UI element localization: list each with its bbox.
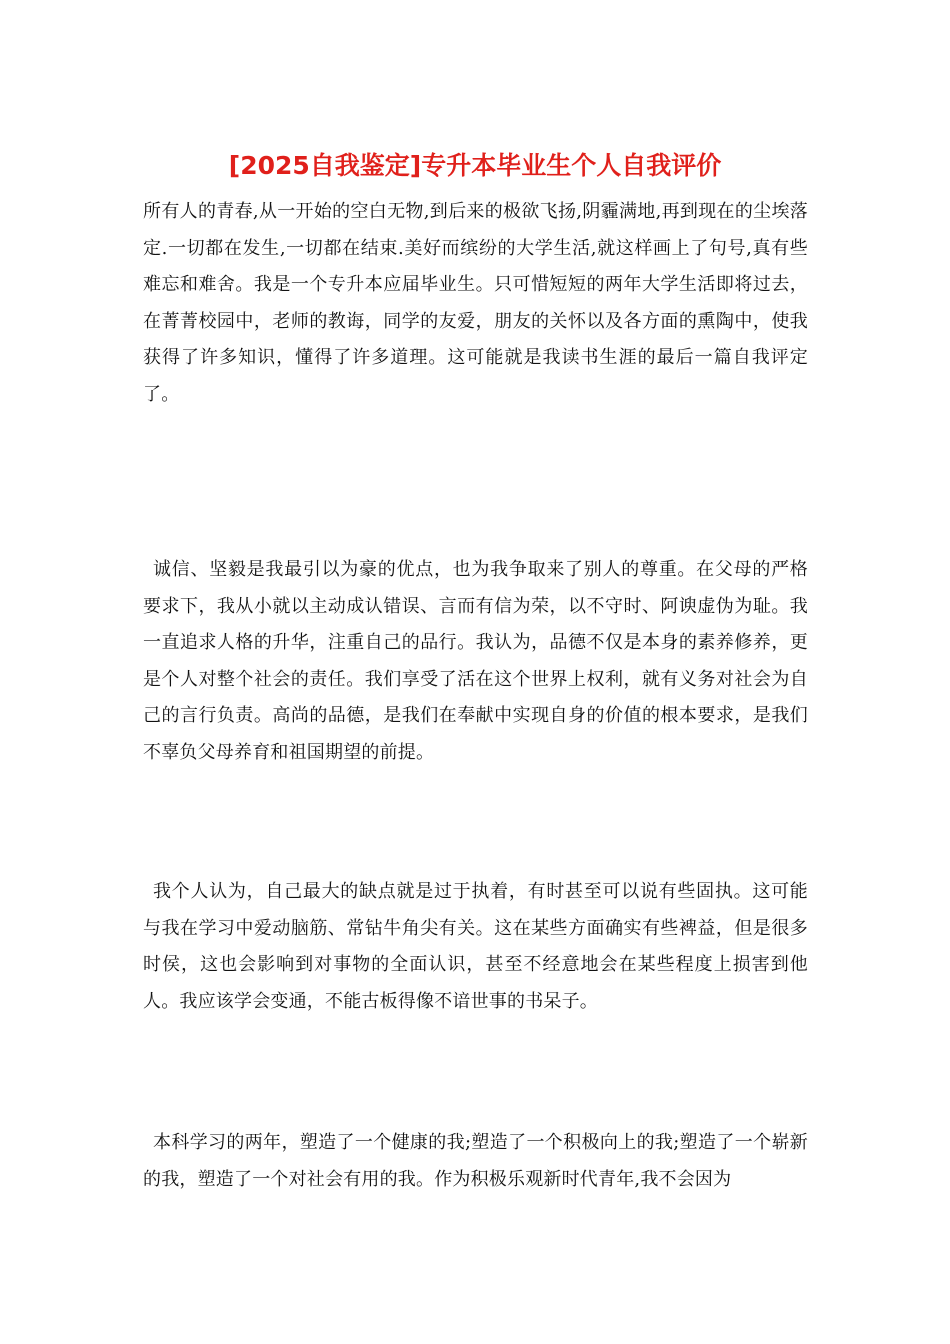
paragraph-4: 本科学习的两年，塑造了一个健康的我;塑造了一个积极向上的我;塑造了一个崭新的我，塑造了一个对社会有用的我。作为积极乐观新时代青年,我不会因为 — [143, 1132, 808, 1190]
paragraph-2: 诚信、坚毅是我最引以为豪的优点，也为我争取来了别人的尊重。在父母的严格要求下，我从小就以主动成认错误、言而有信为荣，以不守时、阿谀虚伪为耻。我一直追求人格的升华，注重自己的品行。我认为，品德不仅是本身的素养修养，更是个人对整个社会的责任。我们享受了活在这个世界上权利，就有义务对社会为自己的言行负责。高尚的品德，是我们在奉献中实现自身的价值的根本要求，是我们不辜负父母养育和祖国期望的前提。 — [143, 559, 808, 763]
document-title: [2025自我鉴定]专升本毕业生个人自我评价 — [228, 151, 722, 180]
paragraph-1: 所有人的青春,从一开始的空白无物,到后来的极欲飞扬,阴霾满地,再到现在的尘埃落定.一切都在发生,一切都在结束.美好而缤纷的大学生活,就这样画上了句号,真有些难忘和难舍。我是一个专升本应届毕业生。只可惜短短的两年大学生活即将过去，在菁菁校园中，老师的教诲，同学的友爱，朋友的关怀以及各方面的熏陶中，使我获得了许多知识，懂得了许多道理。这可能就是我读书生涯的最后一篇自我评定了。 — [143, 201, 808, 405]
paragraph-3: 我个人认为，自己最大的缺点就是过于执着，有时甚至可以说有些固执。这可能与我在学习中爱动脑筋、常钻牛角尖有关。这在某些方面确实有些裨益，但是很多时侯，这也会影响到对事物的全面认识，甚至不经意地会在某些程度上损害到他人。我应该学会变通，不能古板得像不谙世事的书呆子。 — [143, 881, 808, 1012]
